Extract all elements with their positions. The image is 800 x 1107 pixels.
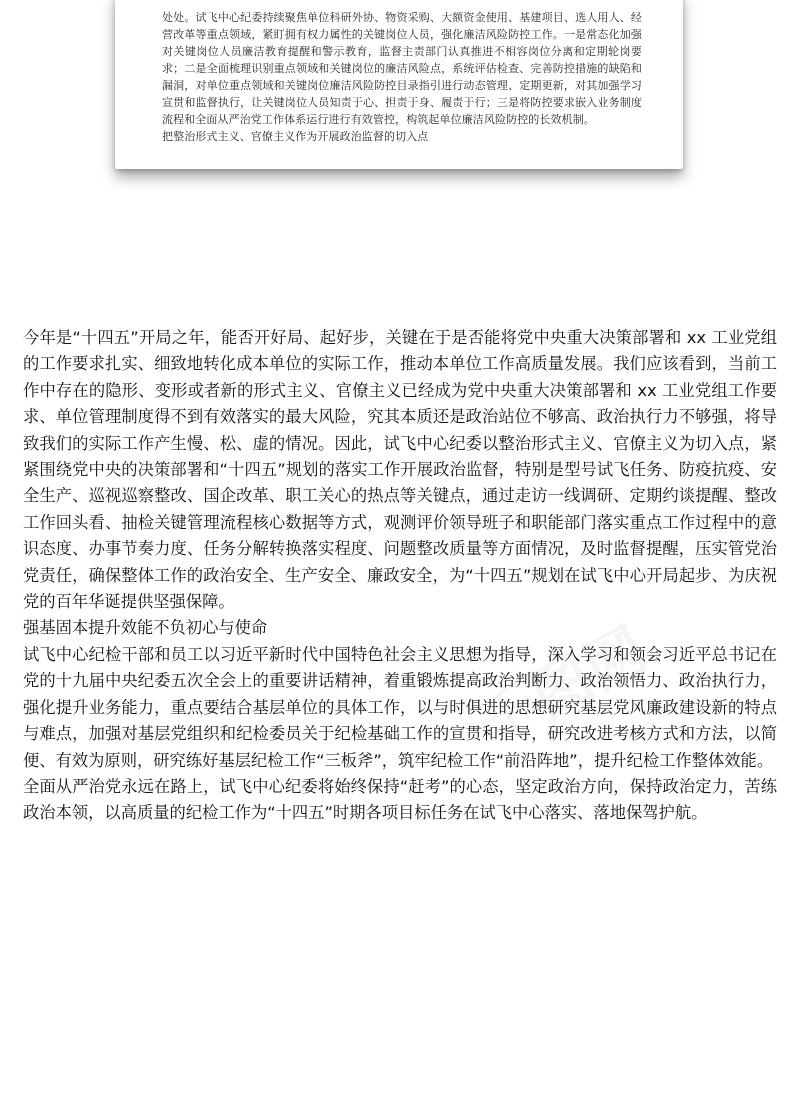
card-text — [162, 0, 642, 145]
paragraph-strengthen-foundation: 试飞中心纪检干部和员工以习近平新时代中国特色社会主义思想为指导，深入学习和领会习近平总书记在党的十九届中央纪委五次全会上的重要讲话精神，着重锻炼提高政治判断力、政治领悟力、政治执行力，强化提升业务能力，重点要结合基层单位的具体工作，以与时俱进的思想研究基层党风廉政建设新的特点与难点，加强对基层党组织和纪检委员关于纪检基础工作的宣贯和指导，研究改进考核方式和方法，以简便、有效为原则，研究练好基层纪检工作“三板斧”，筑牢纪检工作“前沿阵地”，提升纪检工作整体效能。 — [23, 644, 777, 770]
card-subheading: 把整治形式主义、官僚主义作为开展政治监督的切入点 — [162, 130, 429, 143]
card-paragraph: 处处。试飞中心纪委持续聚焦单位科研外协、物资采购、大额资金使用、基建项目、选人用人、经营改革等重点领域，紧盯拥有权力属性的关键岗位人员，强化廉洁风险防控工作。一是常态化加强对关键岗位人员廉洁教育提醒和警示教育，监督主责部门认真推进不相容岗位分离和定期轮岗要求；二是全面梳理识别重点领域和关键岗位的廉洁风险点，系统评估检查、完善防控措施的缺陷和漏洞，对单位重点领域和关键岗位廉洁风险防控目录指引进行动态管理、定期更新，对其加强学习宣贯和监督执行，让关键岗位人员知责于心、担责于身、履责于行；三是将防控要求嵌入业务制度流程和全面从严治党工作体系运行进行有效管控，构筑起单位廉洁风险防控的长效机制。 — [162, 11, 642, 126]
document-preview-card — [115, 0, 683, 169]
paragraph-fourteenth-five-year: 今年是“十四五”开局之年，能否开好局、起好步，关键在于是否能将党中央重大决策部署和 xx 工业党组的工作要求扎实、细致地转化成本单位的实际工作，推动本单位工作高质量发展。我们应该看到，当前工作中存在的隐形、变形或者新的形式主义、官僚主义已经成为党中央重大决策部署和 xx 工业党组工作要求、单位管理制度得不到有效落实的最大风险，究其本质还是政治站位不够高、政治执行力不够强，将导致我们的实际工作产生慢、松、虚的情况。因此，试飞中心纪委以整治形式主义、官僚主义为切入点，紧紧围绕党中央的决策部署和“十四五”规划的落实工作开展政治监督，特别是型号试飞任务、防疫抗疫、安全生产、巡视巡察整改、国企改革、职工关心的热点等关键点，通过走访一线调研、定期约谈提醒、整改工作回头看、抽检关键管理流程核心数据等方式，观测评价领导班子和职能部门落实重点工作过程中的意识态度、办事节奏力度、任务分解转换落实程度、问题整改质量等方面情况，及时监督提醒，压实管党治党责任，确保整体工作的政治安全、生产安全、廉政安全，为“十四五”规划在试飞中心开局起步、为庆祝党的百年华诞提供坚强保障。 — [23, 328, 777, 612]
article-body — [23, 325, 777, 827]
card-clipped-line — [162, 0, 642, 9]
paragraph-conclusion: 全面从严治党永远在路上，试飞中心纪委将始终保持“赶考”的心态，坚定政治方向，保持政治定力，苦练政治本领，以高质量的纪检工作为“十四五”时期各项目标任务在试飞中心落实、落地保驾护航。 — [23, 776, 778, 823]
section-heading: 强基固本提升效能不负初心与使命 — [23, 618, 268, 638]
